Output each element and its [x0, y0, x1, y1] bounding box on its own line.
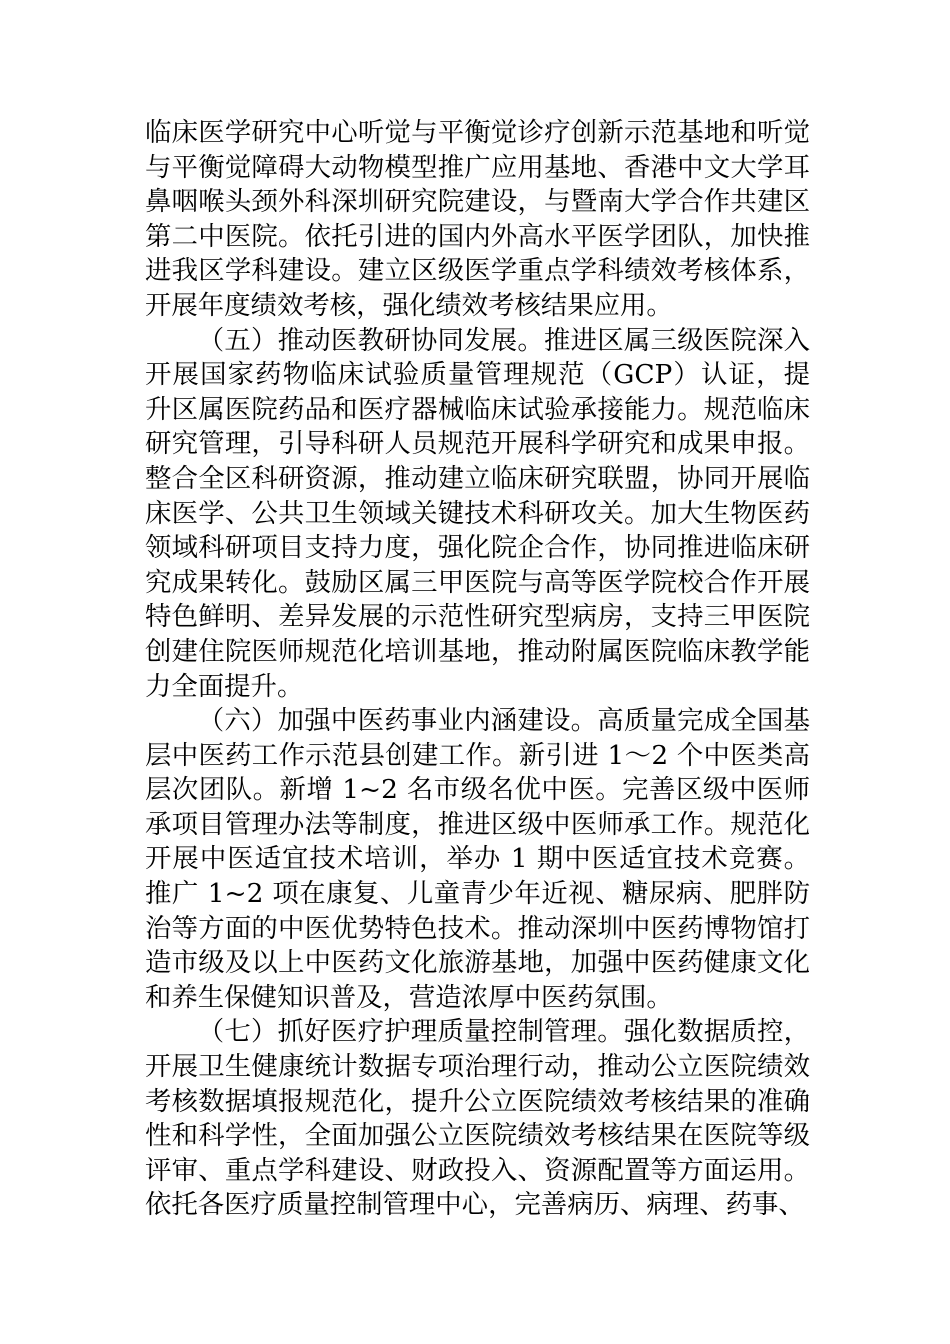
paragraph-section-5: （五）推动医教研协同发展。推进区属三级医院深入开展国家药物临床试验质量管理规范（GCP）认证，提升区属医院药品和医疗器械临床试验承接能力。规范临床研究管理，引导科研人员规范开展科学研究和成果申报。整合全区科研资源，推动建立临床研究联盟，协同开展临床医学、公共卫生领域关键技术科研攻关。加大生物医药领域科研项目支持力度，强化院企合作，协同推进临床研究成果转化。鼓励区属三甲医院与高等医学院校合作开展特色鲜明、差异发展的示范性研究型病房，支持三甲医院创建住院医师规范化培训基地，推动附属医院临床教学能力全面提升。 — [145, 324, 810, 702]
paragraph-continuation: 临床医学研究中心听觉与平衡觉诊疗创新示范基地和听觉与平衡觉障碍大动物模型推广应用基地、香港中文大学耳鼻咽喉头颈外科深圳研究院建设，与暨南大学合作共建区第二中医院。依托引进的国内外高水平医学团队，加快推进我区学科建设。建立区级医学重点学科绩效考核体系，开展年度绩效考核，强化绩效考核结果应用。 — [145, 117, 810, 321]
paragraph-section-6: （六）加强中医药事业内涵建设。高质量完成全国基层中医药工作示范县创建工作。新引进 1～2 个中医类高层次团队。新增 1~2 名市级名优中医。完善区级中医师承项目管理办法等制度，推进区级中医师承工作。规范化开展中医适宜技术培训，举办 1 期中医适宜技术竞赛。推广 1~2 项在康复、儿童青少年近视、糖尿病、肥胖防治等方面的中医优势特色技术。推动深圳中医药博物馆打造市级及以上中医药文化旅游基地，加强中医药健康文化和养生保健知识普及，营造浓厚中医药氛围。 — [145, 705, 810, 1013]
document-page — [145, 116, 810, 1223]
paragraph-section-7: （七）抓好医疗护理质量控制管理。强化数据质控，开展卫生健康统计数据专项治理行动，推动公立医院绩效考核数据填报规范化，提升公立医院绩效考核结果的准确性和科学性，全面加强公立医院绩效考核结果在医院等级评审、重点学科建设、财政投入、资源配置等方面运用。依托各医疗质量控制管理中心，完善病历、病理、药事、 — [145, 1016, 810, 1221]
